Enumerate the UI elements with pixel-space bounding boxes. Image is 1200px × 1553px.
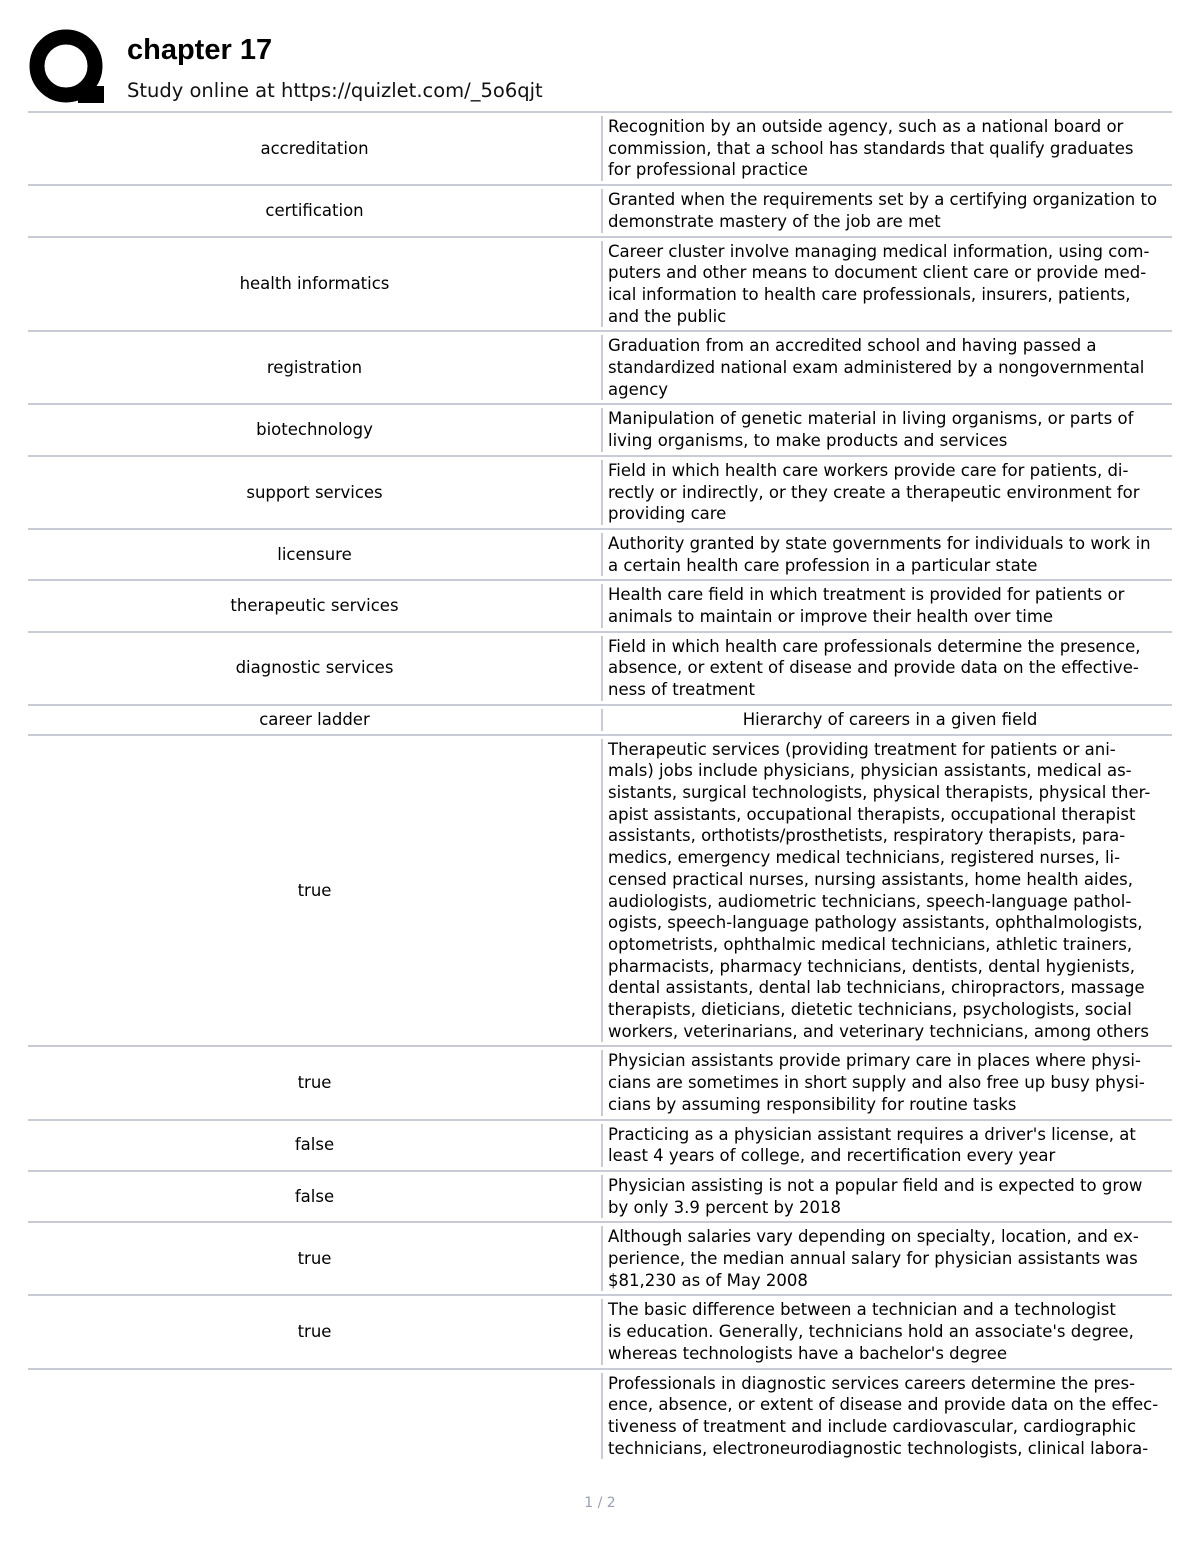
- card-term: accreditation: [260, 138, 369, 158]
- flashcard-row: [28, 1294, 1172, 1367]
- card-definition: Recognition by an outside agency, such as a national board or commission, that a school has standards that qualify graduates for professional practice: [601, 116, 1172, 181]
- card-term: false: [294, 1186, 335, 1206]
- page-number: 1 / 2: [584, 1495, 616, 1511]
- card-definition: Granted when the requirements set by a certifying organization to demonstrate mastery of the job are met: [601, 189, 1172, 232]
- card-definition: Practicing as a physician assistant requires a driver's license, at least 4 years of college, and recertification every year: [601, 1124, 1172, 1167]
- flashcard-row: [28, 1045, 1172, 1118]
- card-term: registration: [266, 358, 363, 378]
- card-definition: Graduation from an accredited school and having passed a standardized national exam administered by a nongovernmental agency: [601, 335, 1172, 400]
- card-term: therapeutic services: [230, 596, 399, 616]
- card-definition: Physician assistants provide primary care in places where physi- cians are sometimes in short supply and also free up busy physi- cians by assuming responsibility for routine tasks: [601, 1050, 1172, 1115]
- card-term: certification: [265, 200, 364, 220]
- flashcard-list: [28, 111, 1172, 1462]
- card-term: biotechnology: [256, 420, 373, 440]
- page-title: chapter 17: [127, 34, 273, 66]
- card-term: licensure: [277, 544, 352, 564]
- card-term: false: [294, 1135, 335, 1155]
- card-definition: Physician assisting is not a popular field and is expected to grow by only 3.9 percent by 2018: [601, 1175, 1172, 1218]
- flashcard-row: [28, 403, 1172, 454]
- card-definition: Health care field in which treatment is provided for patients or animals to maintain or improve their health over time: [601, 584, 1172, 627]
- flashcard-row: [28, 1368, 1172, 1463]
- flashcard-row: [28, 236, 1172, 331]
- card-definition: Field in which health care professionals determine the presence, absence, or extent of disease and provide data on the effective- ness of treatment: [601, 636, 1172, 701]
- flashcard-row: [28, 455, 1172, 528]
- flashcard-row: [28, 1170, 1172, 1221]
- card-term: true: [297, 1073, 332, 1093]
- card-definition: Authority granted by state governments for individuals to work in a certain health care profession in a particular state: [601, 533, 1172, 576]
- card-term: true: [297, 880, 332, 900]
- card-term: diagnostic services: [235, 658, 394, 678]
- flashcard-row: [28, 734, 1172, 1046]
- card-term: career ladder: [259, 709, 370, 729]
- card-definition: Field in which health care workers provide care for patients, di- rectly or indirectly, or they create a therapeutic environment for providing care: [601, 460, 1172, 525]
- quizlet-logo-icon: [28, 28, 108, 108]
- card-definition: Career cluster involve managing medical information, using com- puters and other means to document client care or provide med- ical information to health care professionals, insurers, patients, and the public: [601, 241, 1172, 328]
- flashcard-row: [28, 704, 1172, 734]
- card-definition: Therapeutic services (providing treatment for patients or ani- mals) jobs include physicians, physician assistants, medical as- sistants, surgical technologists, physical therapists, physical ther- apist assistants, occupational therapists, occupational therapist assistants, orthotists/prosthetists, respiratory therapists, para- medics, emergency medical technicians, registered nurses, li- censed practical nurses, nursing assistants, home health aides, audiologists, audiometric technicians, speech-language pathol- ogists, speech-language pathology assistants, ophthalmologists, optometrists, ophthalmic medical technicians, athletic trainers, pharmacists, pharmacy technicians, dentists, dental hygienists, dental assistants, dental lab technicians, chiropractors, massage therapists, dieticians, dietetic technicians, psychologists, social workers, veterinarians, and veterinary technicians, among others: [601, 739, 1172, 1043]
- flashcard-row: [28, 1221, 1172, 1294]
- flashcard-row: [28, 184, 1172, 235]
- flashcard-row: [28, 111, 1172, 184]
- card-definition: Hierarchy of careers in a given field: [601, 709, 1172, 731]
- card-definition: Professionals in diagnostic services careers determine the pres- ence, absence, or extent of disease and provide data on the effec- tiveness of treatment and include cardiovascular, cardiographic technicians, electroneurodiagnostic technologists, clinical labora-: [601, 1373, 1172, 1460]
- card-term: health informatics: [239, 274, 390, 294]
- card-term: support services: [246, 482, 383, 502]
- card-term: true: [297, 1249, 332, 1269]
- flashcard-row: [28, 1119, 1172, 1170]
- flashcard-row: [28, 579, 1172, 630]
- card-definition: Manipulation of genetic material in living organisms, or parts of living organisms, to make products and services: [601, 408, 1172, 451]
- flashcard-row: [28, 330, 1172, 403]
- card-term: true: [297, 1322, 332, 1342]
- card-definition: Although salaries vary depending on specialty, location, and ex- perience, the median annual salary for physician assistants was $81,230 as of May 2008: [601, 1226, 1172, 1291]
- study-online-link[interactable]: Study online at https://quizlet.com/_5o6qjt: [127, 79, 543, 102]
- flashcard-row: [28, 528, 1172, 579]
- card-definition: The basic difference between a technician and a technologist is education. Generally, technicians hold an associate's degree, whereas technologists have a bachelor's degree: [601, 1299, 1172, 1364]
- flashcard-row: [28, 631, 1172, 704]
